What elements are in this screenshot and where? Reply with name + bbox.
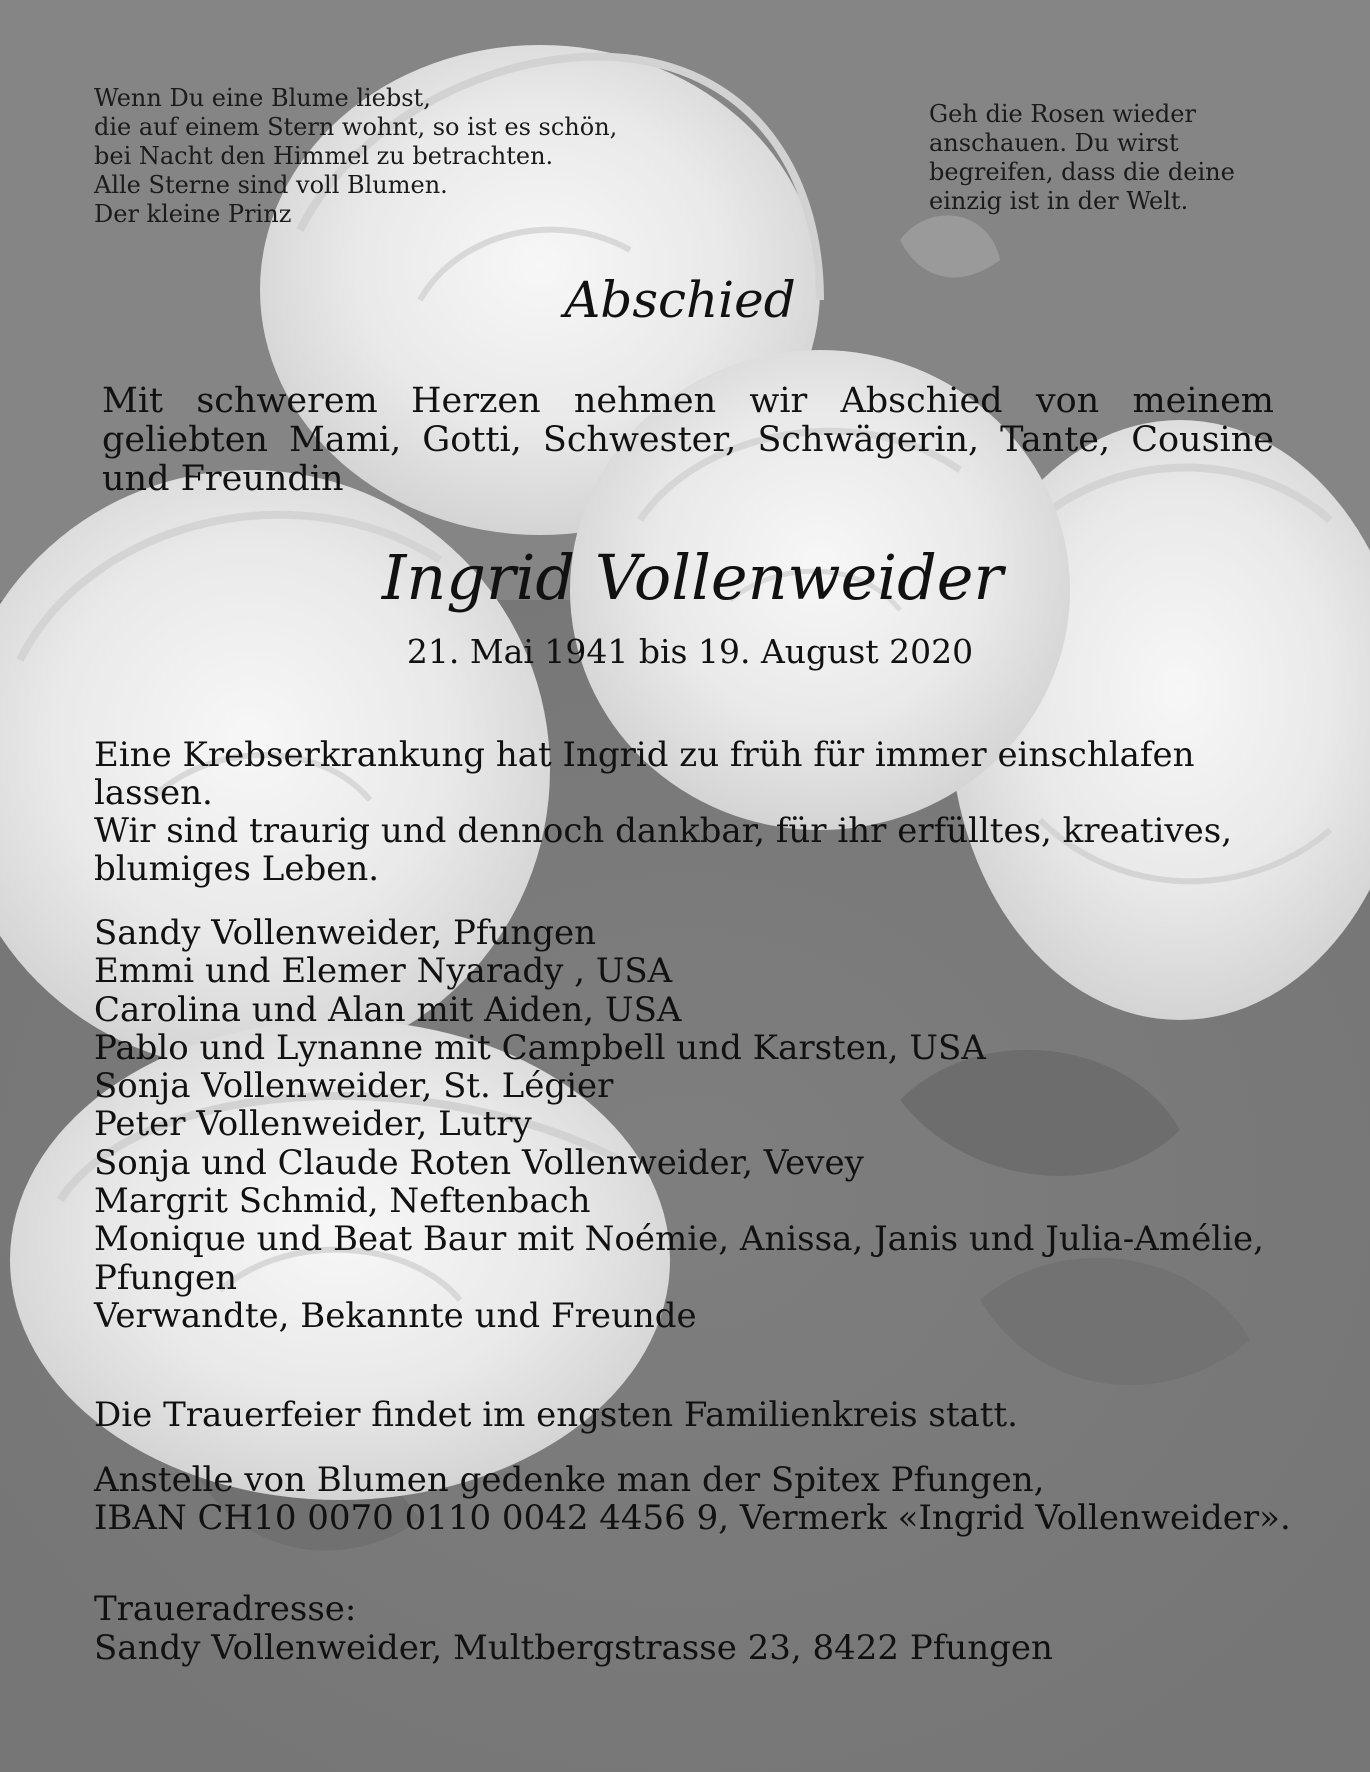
mourning-address: Sandy Vollenweider, Multbergstrasse 23, 8422 Pfungen [94,1628,1053,1668]
list-item: Peter Vollenweider, Lutry [94,1104,532,1145]
ceremony-note: Die Trauerfeier findet im engsten Familienkreis statt. [94,1395,1018,1435]
list-item: Pablo und Lynanne mit Campbell und Karsten, USA [94,1027,986,1068]
quote-left: Wenn Du eine Blume liebst, die auf einem Stern wohnt, so ist es schön, bei Nacht den Himmel zu betrachten. Alle Sterne sind voll Blumen. Der kleine Prinz [94,84,618,228]
list-item: Pfungen [94,1257,238,1298]
list-item: Margrit Schmid, Neftenbach [94,1181,591,1222]
list-item: Verwandte, Bekannte und Freunde [94,1295,697,1336]
life-dates: 21. Mai 1941 bis 19. August 2020 [406,632,974,671]
list-item: Monique und Beat Baur mit Noémie, Anissa, Janis und Julia-Amélie, [94,1219,1264,1260]
list-item: Carolina und Alan mit Aiden, USA [94,989,682,1030]
list-item: Sonja Vollenweider, St. Légier [94,1066,614,1107]
list-item: Sonja und Claude Roten Vollenweider, Vevey [94,1142,864,1183]
quote-right: Geh die Rosen wieder anschauen. Du wirst begreifen, dass die deine einzig ist in der Welt. [929,100,1235,215]
list-item: Emmi und Elemer Nyarady , USA [94,951,673,992]
donation-note: Anstelle von Blumen gedenke man der Spitex Pfungen, IBAN CH10 0070 0110 0042 4456 9, Vermerk «Ingrid Vollenweider». [94,1460,1291,1538]
mourners-list [94,914,1324,1335]
list-item: Sandy Vollenweider, Pfungen [94,913,597,953]
deceased-name: Ingrid Vollenweider [381,541,1004,614]
heading-abschied: Abschied [564,271,796,329]
farewell-message: Eine Krebserkrankung hat Ingrid zu früh für immer einschlafen lassen. Wir sind traurig und dennoch dankbar, für ihr erfülltes, kreatives, blumiges Leben. [94,735,1233,889]
intro-text: Mit schwerem Herzen nehmen wir Abschied von meinem geliebten Mami, Gotti, Schwester, Schwägerin, Tante, Cousine und Freundin [102,381,1274,499]
address-label: Traueradresse: [94,1589,357,1629]
